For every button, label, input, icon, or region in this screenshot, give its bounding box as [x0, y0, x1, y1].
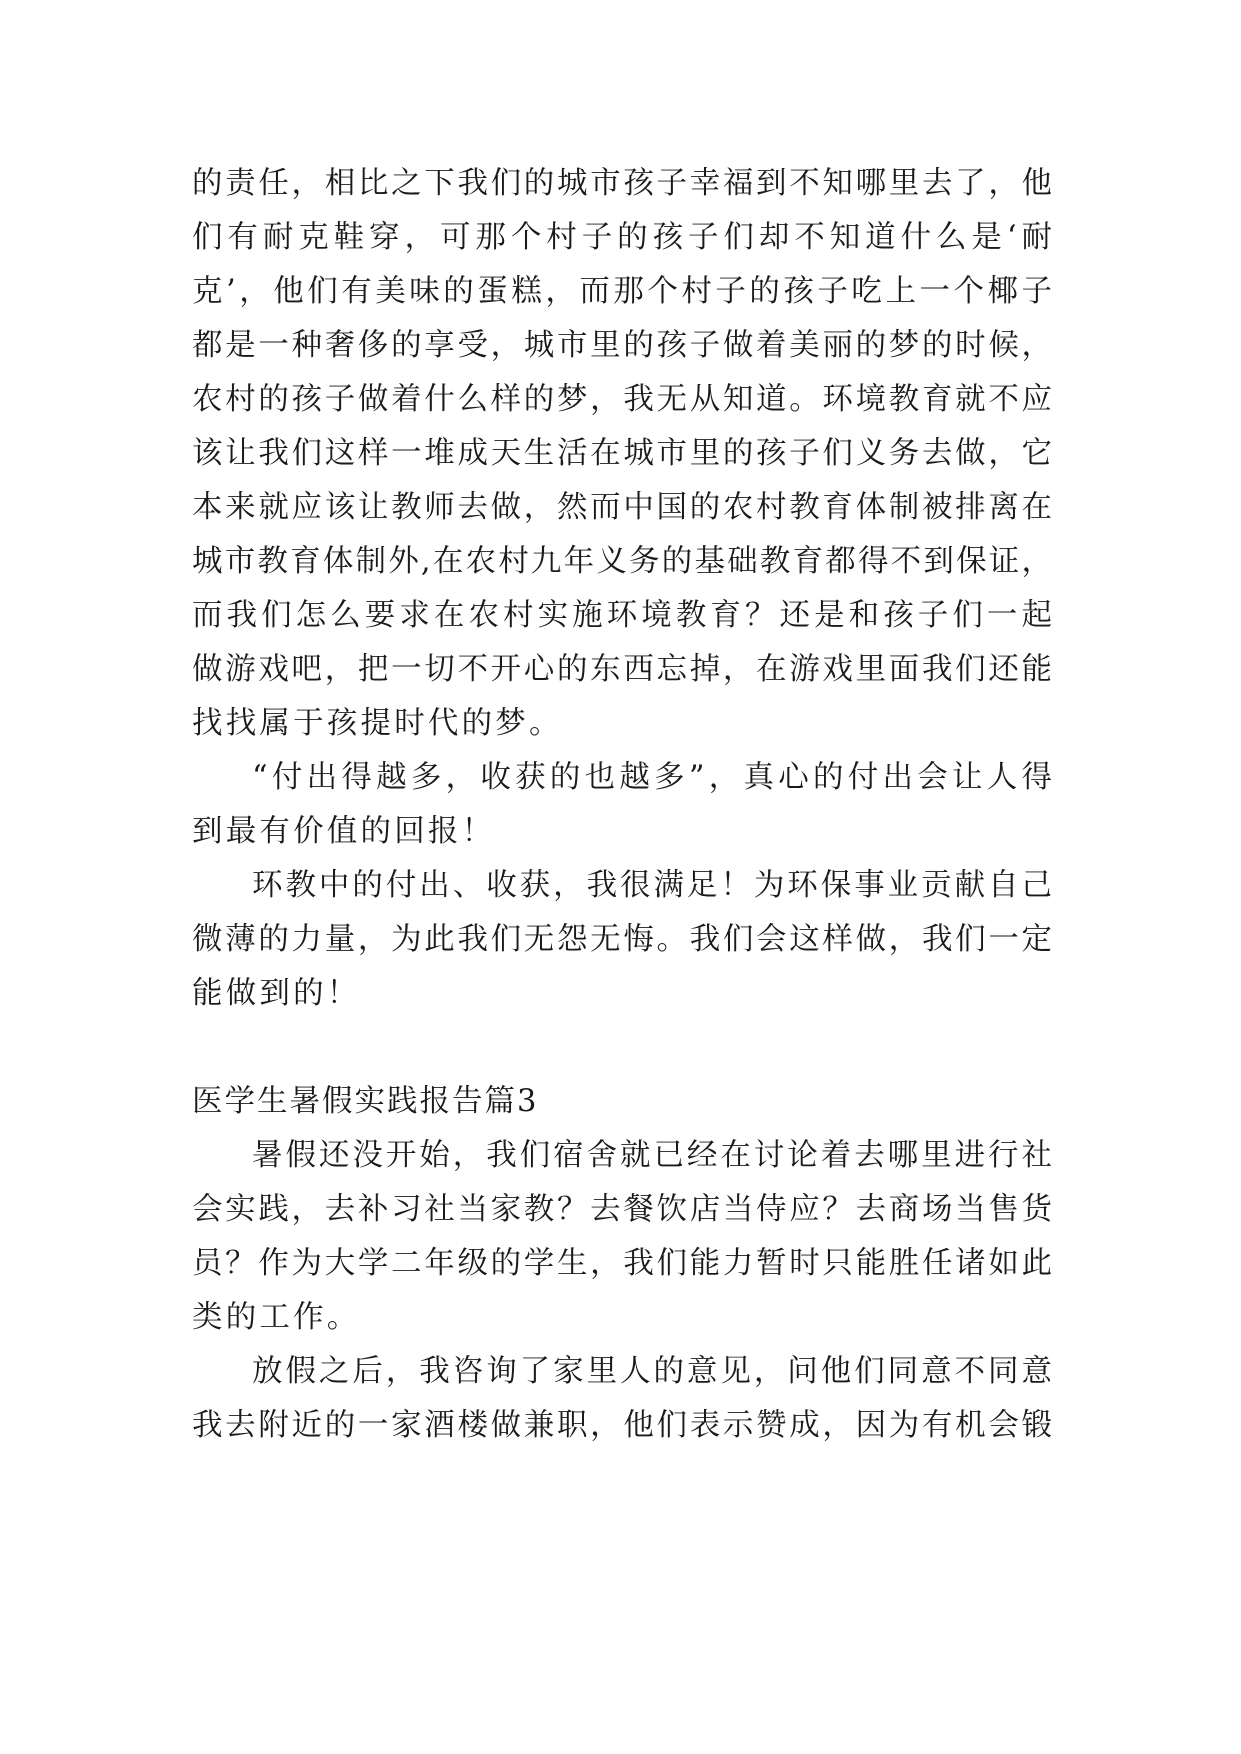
- paragraph-line: 该让我们这样一堆成天生活在城市里的孩子们义务去做，它: [192, 436, 1052, 471]
- paragraph-line: 农村的孩子做着什么样的梦，我无从知道。环境教育就不应: [192, 382, 1052, 417]
- paragraph-line: 环教中的付出、收获，我很满足！为环保事业贡献自己: [252, 868, 1052, 903]
- paragraph-line: 放假之后，我咨询了家里人的意见，问他们同意不同意: [252, 1354, 1052, 1389]
- paragraph-line: 员？作为大学二年级的学生，我们能力暂时只能胜任诸如此: [192, 1246, 1052, 1281]
- paragraph-line: “付出得越多，收获的也越多”，真心的付出会让人得: [252, 760, 1052, 795]
- paragraph-line: 而我们怎么要求在农村实施环境教育？还是和孩子们一起: [192, 598, 1052, 633]
- paragraph-line: 能做到的！: [192, 976, 361, 1011]
- paragraph-line: 克’，他们有美味的蛋糕，而那个村子的孩子吃上一个椰子: [192, 274, 1052, 309]
- paragraph-line: 找找属于孩提时代的梦。: [192, 706, 563, 741]
- paragraph-line: 城市教育体制外,在农村九年义务的基础教育都得不到保证，: [192, 544, 1052, 579]
- paragraph-line: 微薄的力量，为此我们无怨无悔。我们会这样做，我们一定: [192, 922, 1052, 957]
- paragraph-line: 我去附近的一家酒楼做兼职，他们表示赞成，因为有机会锻: [192, 1408, 1052, 1443]
- paragraph-line: 本来就应该让教师去做，然而中国的农村教育体制被排离在: [192, 490, 1052, 525]
- paragraph-line: 到最有价值的回报！: [192, 814, 496, 849]
- paragraph-line: 做游戏吧，把一切不开心的东西忘掉，在游戏里面我们还能: [192, 652, 1052, 687]
- section-heading: 医学生暑假实践报告篇3: [192, 1084, 539, 1119]
- paragraph-line: 都是一种奢侈的享受，城市里的孩子做着美丽的梦的时候，: [192, 328, 1052, 363]
- paragraph-line: 类的工作。: [192, 1300, 361, 1335]
- paragraph-line: 会实践，去补习社当家教？去餐饮店当侍应？去商场当售货: [192, 1192, 1052, 1227]
- paragraph-line: 们有耐克鞋穿，可那个村子的孩子们却不知道什么是‘耐: [192, 220, 1052, 255]
- paragraph-line: 的责任，相比之下我们的城市孩子幸福到不知哪里去了，他: [192, 166, 1052, 201]
- paragraph-line: 暑假还没开始，我们宿舍就已经在讨论着去哪里进行社: [252, 1138, 1052, 1173]
